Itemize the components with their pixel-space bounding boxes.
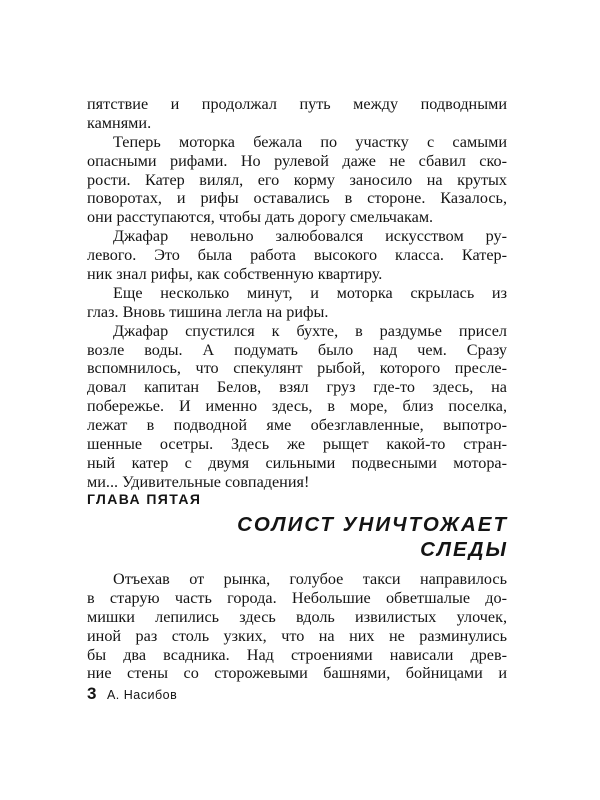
page-footer xyxy=(87,684,177,704)
chapter-title-line-1: СОЛИСТ УНИЧТОЖАЕТ xyxy=(237,513,508,536)
text-line: иной раз столь узких, что на них не разминулись xyxy=(87,626,507,645)
text-line: Теперь моторка бежала по участку с самыми xyxy=(113,132,507,151)
text-line: глаз. Вновь тишина легла на рифы. xyxy=(87,302,329,321)
text-line: лежат в подводной яме обезглавленные, выпотро- xyxy=(87,416,507,435)
text-line: довал капитан Белов, взял груз где-то здесь, на xyxy=(87,378,507,397)
text-line: ный катер с двумя сильными подвесными мотора- xyxy=(87,453,507,472)
text-line: бы два всадника. Над строениями нависали древ- xyxy=(87,645,507,664)
text-line: опасными рифами. Но рулевой даже не сбавил ско- xyxy=(87,151,507,170)
text-line: ми... Удивительные совпадения! xyxy=(87,472,310,491)
signature-number: 3 xyxy=(87,684,97,703)
text-line: побережье. И именно здесь, в море, близ поселка, xyxy=(87,397,507,416)
text-line: шенные осетры. Здесь же рыщет какой-то стран- xyxy=(87,435,507,454)
text-line: камнями. xyxy=(87,113,152,132)
text-line: Джафар невольно залюбовался искусством ру- xyxy=(113,227,507,246)
text-line: ник знал рифы, как собственную квартиру. xyxy=(87,265,383,284)
text-line: левого. Это была работа высокого класса. Катер- xyxy=(87,246,507,265)
text-line: вспомнилось, что спекулянт рыбой, которого пресле- xyxy=(87,359,507,378)
chapter-label: ГЛАВА ПЯТАЯ xyxy=(87,491,202,507)
text-line: мишки лепились здесь вдоль извилистых улочек, xyxy=(87,607,507,626)
chapter-title-line-2: СЛЕДЫ xyxy=(420,538,508,561)
text-line: поворотах, и рифы оставались в стороне. Казалось, xyxy=(87,189,507,208)
story-text-top xyxy=(87,95,507,492)
story-text-bottom xyxy=(87,570,507,683)
text-line: в старую часть города. Небольшие обветшалые до- xyxy=(87,588,507,607)
text-line: ние стены со сторожевыми башнями, бойницами и xyxy=(87,664,507,683)
author-name: А. Насибов xyxy=(106,688,178,702)
text-line: Джафар спустился к бухте, в раздумье присел xyxy=(113,321,507,340)
text-line: пятствие и продолжал путь между подводными xyxy=(87,95,507,113)
text-line: Еще несколько минут, и моторка скрылась из xyxy=(113,283,507,302)
text-line: возле воды. А подумать было над чем. Сразу xyxy=(87,340,507,359)
chapter-title xyxy=(237,512,508,562)
text-line: рости. Катер вилял, его корму заносило на крутых xyxy=(87,170,507,189)
text-line: они расступаются, чтобы дать дорогу смельчакам. xyxy=(87,208,434,227)
text-line: Отъехав от рынка, голубое такси направилось xyxy=(113,570,507,588)
